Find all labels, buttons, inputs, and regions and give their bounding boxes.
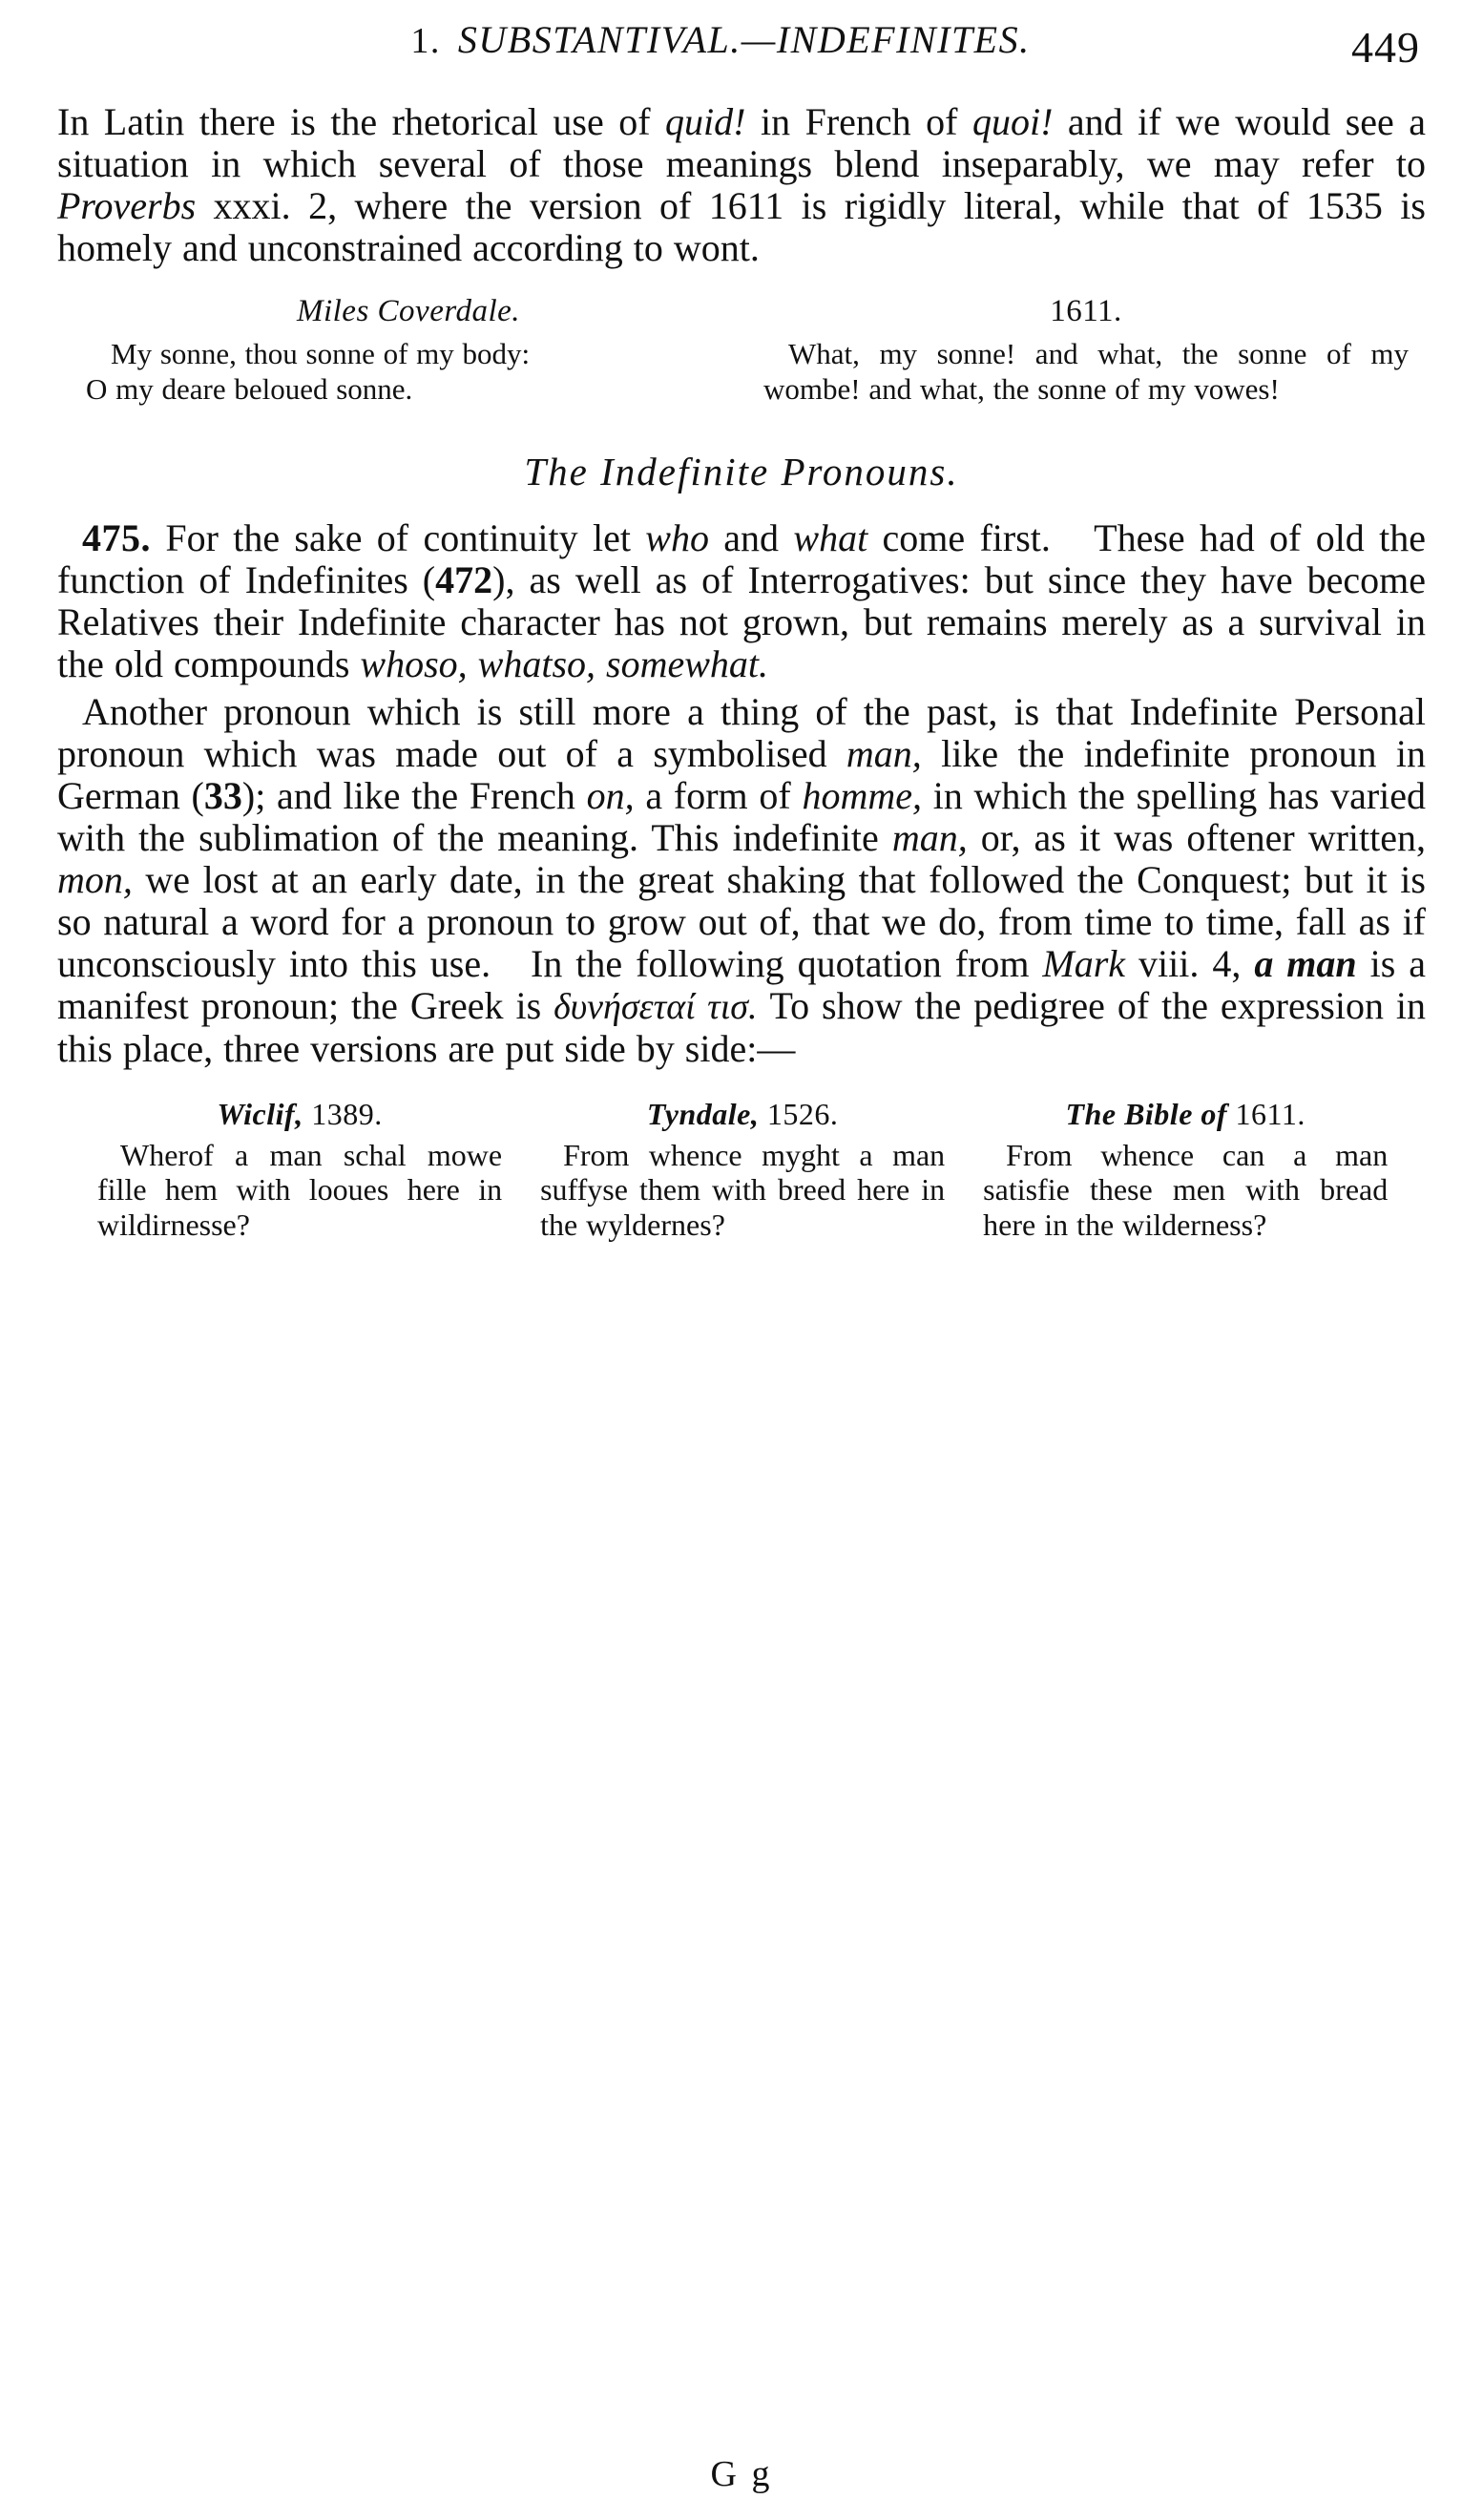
- running-head-number: 1.: [410, 21, 441, 61]
- quotation-column-1611: [763, 294, 1409, 407]
- version-text-bible-1611: [983, 1138, 1388, 1242]
- paragraph-indefinite-personal: Another pronoun which is still more a thing of the past, is that Indefinite Personal pronoun which was made out of a symbolised man, like the indefinite pronoun in German (33); and like the French on, a form of homme, in which the spelling has varied with the sublimation of the meaning. This indefinite man, or, as it was oftener written, mon, we lost at an early date, in the great shaking that followed the Conquest; but it is so natural a word for a pronoun to grow out of, that we do, from time to time, fall as if unconsciously into this use. In the following quotation from Mark viii. 4, a man is a manifest pronoun; the Greek is δυνήσεταί τισ. To show the pedigree of the expression in this place, three versions are put side by side:—: [57, 690, 1427, 1070]
- version-text-wiclif: [97, 1138, 502, 1242]
- quotation-heading-1611: 1611.: [1050, 294, 1122, 328]
- running-head-text: SUBSTANTIVAL.—INDEFINITES.: [457, 18, 1031, 61]
- french-word-quoi: quoi!: [971, 100, 1054, 143]
- running-head-title: [410, 17, 1030, 62]
- quotation-1611-body: What, my sonne! and what, the sonne of my wombe! and what, the sonne of my vowes!: [763, 337, 1409, 406]
- version-heading-bible-1611: [983, 1097, 1388, 1132]
- coverdale-line-1: My sonne, thou sonne of my body:: [111, 337, 531, 370]
- version-date-tyndale: 1526.: [766, 1096, 839, 1131]
- version-column-bible-1611: [983, 1097, 1388, 1242]
- version-heading-wiclif: [97, 1097, 502, 1132]
- version-date-wiclif: 1389.: [311, 1096, 383, 1131]
- signature-mark: G g: [710, 2454, 773, 2494]
- quotation-column-coverdale: [86, 294, 731, 407]
- paragraph-475: 475. For the sake of continuity let who and what come first. These had of old the function of Indefinites (472), as well as of Interrogatives: but since they have become Relatives their Indefinite character has not grown, but remains merely as a survival in the old compounds whoso, whatso, somewhat.: [57, 516, 1426, 686]
- versions-block: [57, 1097, 1426, 1242]
- quotation-text-coverdale: [86, 337, 731, 407]
- version-text-tyndale: [540, 1138, 945, 1242]
- section-heading: The Indefinite Pronouns.: [524, 450, 959, 494]
- version-body-wiclif: Wherof a man schal mowe fille hem with looues here in wildirnesse?: [97, 1137, 503, 1242]
- quotation-text-1611: [763, 337, 1409, 407]
- quotation-heading-coverdale: Miles Coverdale.: [296, 294, 521, 328]
- version-column-wiclif: [97, 1097, 502, 1242]
- version-name-bible-1611: The Bible of: [1065, 1096, 1228, 1131]
- version-heading-tyndale: [540, 1097, 945, 1132]
- quotation-block-coverdale-1611: [57, 294, 1426, 407]
- coverdale-line-2: O my deare beloued sonne.: [86, 371, 413, 406]
- reference-proverbs: Proverbs: [57, 184, 197, 227]
- version-body-bible-1611: From whence can a man satisfie these men with bread here in the wilderness?: [983, 1137, 1389, 1242]
- version-body-tyndale: From whence myght a man suffyse them with breed here in the wyldernes?: [540, 1137, 946, 1242]
- section-number-475: 475.: [82, 516, 151, 560]
- version-name-tyndale: Tyndale,: [646, 1096, 760, 1131]
- version-name-wiclif: Wiclif,: [217, 1096, 303, 1131]
- version-column-tyndale: [540, 1097, 945, 1242]
- version-date-bible-1611: 1611.: [1235, 1096, 1305, 1131]
- latin-word-quid: quid!: [665, 100, 746, 143]
- running-head: [57, 17, 1426, 76]
- page-number: 449: [1351, 23, 1420, 72]
- paragraph-intro: In Latin there is the rhetorical use of quid! in French of quoi! and if we would see a situation in which several of those meanings blend inseparably, we may refer to Proverbs xxxi. 2, where the version of 1611 is rigidly literal, while that of 1535 is homely and unconstrained according to wont.: [57, 100, 1427, 269]
